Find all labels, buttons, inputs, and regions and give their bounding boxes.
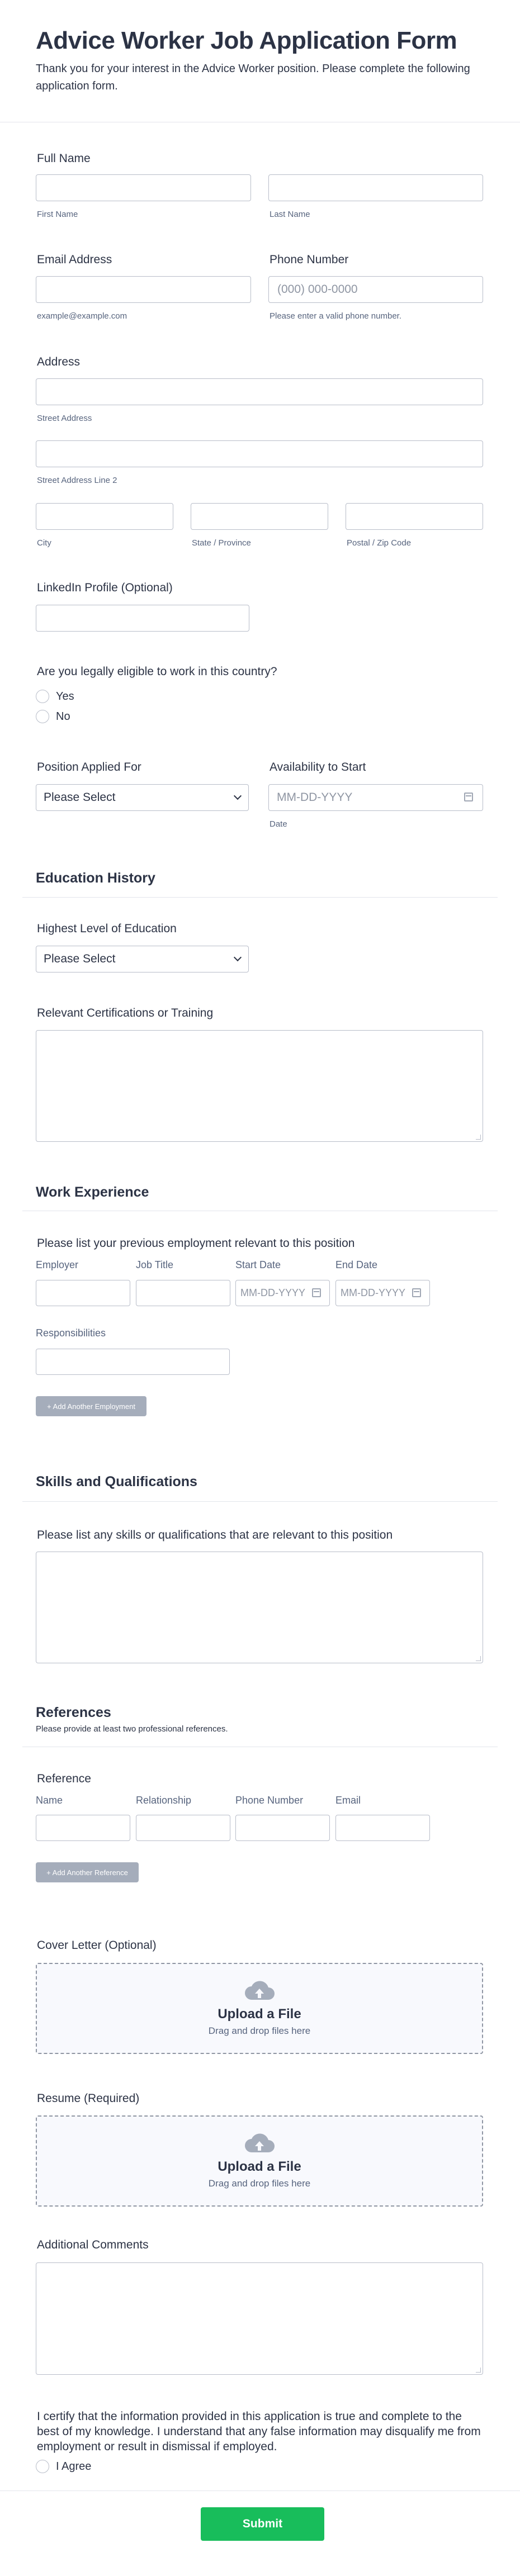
form-title: Advice Worker Job Application Form <box>36 27 457 54</box>
skills-divider <box>22 1501 498 1502</box>
ref-email-col-label: Email <box>335 1795 361 1806</box>
email-input[interactable] <box>36 276 251 303</box>
agree-label: I Agree <box>56 2460 92 2473</box>
zip-sublabel: Postal / Zip Code <box>347 538 412 548</box>
agree-radio[interactable] <box>36 2460 49 2473</box>
submit-button[interactable]: Submit <box>201 2507 324 2541</box>
education-divider <box>22 897 498 898</box>
ref-relationship-input[interactable] <box>136 1815 230 1841</box>
responsibilities-input[interactable] <box>36 1349 230 1375</box>
references-section-title: References <box>36 1705 111 1720</box>
phone-placeholder: (000) 000-0000 <box>277 283 358 296</box>
state-sublabel: State / Province <box>192 538 251 548</box>
email-label: Email Address <box>37 253 112 266</box>
full-name-label: Full Name <box>37 152 91 165</box>
cover-letter-upload-sub: Drag and drop files here <box>208 2025 311 2036</box>
email-sublabel: example@example.com <box>37 311 127 321</box>
resume-upload-title: Upload a File <box>218 2159 301 2174</box>
last-name-sublabel: Last Name <box>270 210 310 219</box>
calendar-icon[interactable] <box>464 793 473 801</box>
resume-upload-sub: Drag and drop files here <box>208 2178 311 2189</box>
resume-label: Resume (Required) <box>37 2092 140 2105</box>
cloud-upload-icon <box>243 1981 276 2001</box>
cloud-upload-icon <box>243 2133 276 2153</box>
availability-placeholder: MM-DD-YYYY <box>277 791 353 804</box>
comments-label: Additional Comments <box>37 2238 149 2251</box>
street-address-line2-input[interactable] <box>36 440 483 467</box>
form-subtitle: Thank you for your interest in the Advice Worker position. Please complete the following application form. <box>36 63 470 92</box>
phone-sublabel: Please enter a valid phone number. <box>270 311 401 321</box>
phone-label: Phone Number <box>270 253 349 266</box>
ref-phone-input[interactable] <box>235 1815 330 1841</box>
job-title-input[interactable] <box>136 1280 230 1306</box>
responsibilities-label: Responsibilities <box>36 1327 106 1339</box>
skills-label: Please list any skills or qualifications that are relevant to this position <box>37 1529 393 1541</box>
city-input[interactable] <box>36 503 173 530</box>
city-sublabel: City <box>37 538 51 548</box>
eligibility-label: Are you legally eligible to work in this country? <box>37 665 277 678</box>
skills-section-title: Skills and Qualifications <box>36 1474 197 1489</box>
start-date-placeholder: MM-DD-YYYY <box>240 1287 305 1298</box>
first-name-sublabel: First Name <box>37 210 78 219</box>
ref-email-input[interactable] <box>335 1815 430 1841</box>
employer-input[interactable] <box>36 1280 130 1306</box>
cover-letter-label: Cover Letter (Optional) <box>37 1939 157 1952</box>
skills-textarea[interactable] <box>36 1552 483 1663</box>
add-reference-button[interactable]: + Add Another Reference <box>36 1862 139 1882</box>
resume-upload[interactable] <box>36 2115 483 2207</box>
linkedin-label: LinkedIn Profile (Optional) <box>37 581 173 594</box>
employer-col-label: Employer <box>36 1259 79 1270</box>
certifications-label: Relevant Certifications or Training <box>37 1007 214 1019</box>
end-date-placeholder: MM-DD-YYYY <box>341 1287 405 1298</box>
education-level-value: Please Select <box>44 952 116 965</box>
calendar-icon[interactable] <box>412 1288 421 1297</box>
eligibility-no-label: No <box>56 710 70 723</box>
eligibility-yes-radio[interactable] <box>36 690 49 703</box>
address-label: Address <box>37 355 81 368</box>
ref-relationship-col-label: Relationship <box>136 1795 192 1806</box>
references-description: Please provide at least two professional references. <box>36 1724 228 1734</box>
cover-letter-upload[interactable] <box>36 1963 483 2054</box>
work-intro-label: Please list your previous employment relevant to this position <box>37 1237 355 1250</box>
job-title-col-label: Job Title <box>136 1259 174 1270</box>
zip-input[interactable] <box>346 503 483 530</box>
ref-name-input[interactable] <box>36 1815 130 1841</box>
availability-sublabel: Date <box>270 819 287 829</box>
first-name-input[interactable] <box>36 174 251 201</box>
resize-handle[interactable] <box>476 1656 481 1661</box>
certifications-textarea[interactable] <box>36 1030 483 1142</box>
start-date-col-label: Start Date <box>235 1259 281 1270</box>
street-address-input[interactable] <box>36 378 483 405</box>
end-date-col-label: End Date <box>335 1259 378 1270</box>
footer-divider <box>0 2490 520 2491</box>
resize-handle[interactable] <box>476 1135 481 1140</box>
linkedin-input[interactable] <box>36 605 249 632</box>
ref-phone-col-label: Phone Number <box>235 1795 304 1806</box>
street-address-sublabel: Street Address <box>37 414 92 423</box>
calendar-icon[interactable] <box>312 1288 321 1297</box>
eligibility-yes-label: Yes <box>56 690 74 703</box>
ref-name-col-label: Name <box>36 1795 63 1806</box>
reference-sublabel: Reference <box>37 1772 91 1785</box>
street-address-line2-sublabel: Street Address Line 2 <box>37 476 117 485</box>
eligibility-no-radio[interactable] <box>36 710 49 723</box>
position-label: Position Applied For <box>37 761 141 774</box>
last-name-input[interactable] <box>268 174 483 201</box>
position-select-value: Please Select <box>44 791 116 804</box>
comments-textarea[interactable] <box>36 2262 483 2375</box>
work-section-title: Work Experience <box>36 1184 149 1200</box>
availability-label: Availability to Start <box>270 761 366 774</box>
education-section-title: Education History <box>36 870 155 886</box>
cover-letter-upload-title: Upload a File <box>218 2006 301 2022</box>
certification-text: I certify that the information provided in this application is true and complete to the best of my knowledge. I understand that any false information may disqualify me from employment or result in dismissal if employed. <box>37 2410 481 2453</box>
add-employment-button[interactable]: + Add Another Employment <box>36 1396 146 1416</box>
state-input[interactable] <box>191 503 328 530</box>
resize-handle[interactable] <box>476 2368 481 2373</box>
education-level-label: Highest Level of Education <box>37 922 177 935</box>
